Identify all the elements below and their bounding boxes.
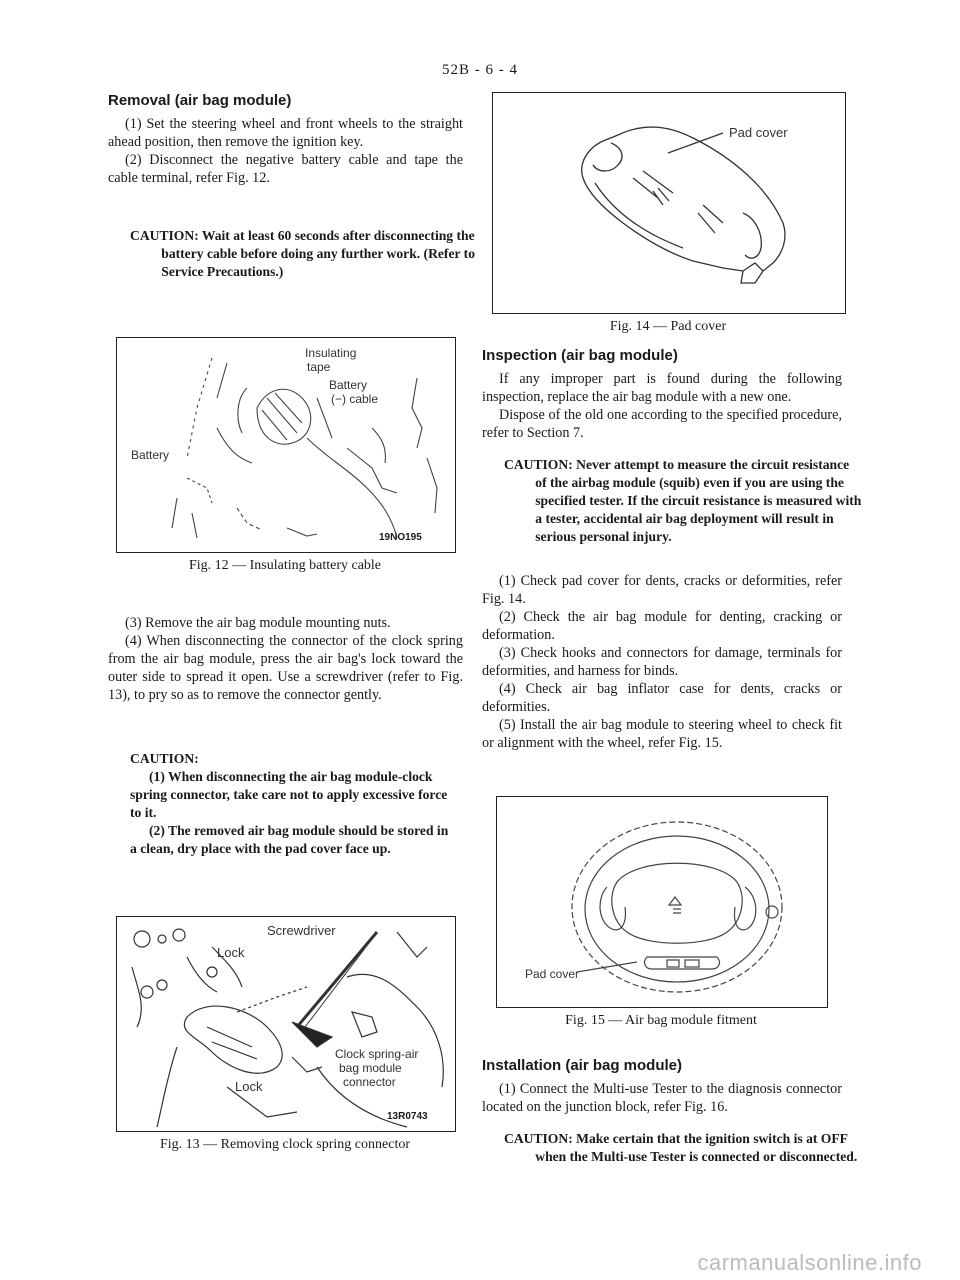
inspection-step-3: (3) Check hooks and connectors for damage, terminals for deformities, and harness for binds. <box>482 645 842 679</box>
caution-wait-60-seconds: CAUTION: Wait at least 60 seconds after disconnecting the battery cable before doing any further work. (Refer to Service Precautions.) <box>130 228 475 279</box>
inspection-intro-2: Dispose of the old one according to the specified procedure, refer to Section 7. <box>482 407 842 441</box>
caution2-title: CAUTION: <box>130 751 199 766</box>
inspection-step-2: (2) Check the air bag module for denting, cracking or deformation. <box>482 609 842 643</box>
label-lock-top: Lock <box>217 945 245 960</box>
label-connector: connector <box>343 1075 396 1089</box>
inspection-step-4: (4) Check air bag inflator case for dents, cracks or deformities. <box>482 681 842 715</box>
fig15-caption: Fig. 15 — Air bag module fitment <box>565 1013 757 1028</box>
removal-step-3: (3) Remove the air bag module mounting nuts. <box>125 615 391 631</box>
fig12-code: 19NO195 <box>379 532 422 543</box>
removal-step-1: (1) Set the steering wheel and front wheels to the straight ahead position, then remove the ignition key. <box>108 116 463 150</box>
label-screwdriver: Screwdriver <box>267 923 336 938</box>
label-clock-spring-air: Clock spring-air <box>335 1047 419 1061</box>
caution-clock-spring <box>130 750 450 858</box>
caution2-item-1: (1) When disconnecting the air bag module-clock spring connector, take care not to apply excessive force to it. <box>130 769 448 820</box>
right-column <box>482 92 862 1166</box>
fig15-label-pad-cover: Pad cover <box>525 967 580 981</box>
installation-step-1: (1) Connect the Multi-use Tester to the diagnosis connector located on the junction block, refer Fig. 16. <box>482 1081 842 1115</box>
installation-heading: Installation (air bag module) <box>482 1057 683 1074</box>
caution-ignition-off: CAUTION: Make certain that the ignition switch is at OFF when the Multi-use Tester is connected or disconnected. <box>504 1131 858 1164</box>
fig14-label-pad-cover: Pad cover <box>729 125 788 140</box>
left-column <box>108 92 475 1153</box>
label-negative-cable: (−) cable <box>331 392 379 406</box>
caution-circuit-resistance: CAUTION: Never attempt to measure the circuit resistance of the airbag module (squib) even if you are using the specified tester. If the circuit resistance is measured with a tester, accidental air bag deployment will result in serious personal injury. <box>504 457 862 544</box>
fig14-caption: Fig. 14 — Pad cover <box>609 319 727 334</box>
label-battery-cable: Battery <box>329 378 368 392</box>
fig12-caption: Fig. 12 — Insulating battery cable <box>188 558 382 573</box>
fig15-figure <box>496 796 828 1008</box>
watermark: carmanualsonline.info <box>697 1250 922 1275</box>
label-battery: Battery <box>131 448 170 462</box>
clock-spring-illustration <box>117 917 455 1131</box>
removal-heading: Removal (air bag module) <box>108 92 292 109</box>
label-lock-bottom: Lock <box>235 1079 263 1094</box>
removal-step-4: (4) When disconnecting the connector of the clock spring from the air bag module, press the air bag's lock toward the outer side to spread it open. Use a screwdriver (refer to Fig. 13), to pry so as to remove the connector gently. <box>108 633 463 703</box>
inspection-heading: Inspection (air bag module) <box>482 347 678 364</box>
fig13-figure <box>116 916 456 1132</box>
fig13-code: 13R0743 <box>387 1111 428 1122</box>
caution2-item-2: (2) The removed air bag module should be stored in a clean, dry place with the pad cover face up. <box>130 823 449 856</box>
inspection-intro-1: If any improper part is found during the following inspection, replace the air bag module with a new one. <box>482 371 842 405</box>
label-insulating: Insulating <box>305 346 357 360</box>
pad-cover-illustration <box>493 93 845 313</box>
fig14-figure <box>492 92 846 314</box>
inspection-step-5: (5) Install the air bag module to steering wheel to check fit or alignment with the wheel, refer Fig. 15. <box>482 717 842 751</box>
label-tape: tape <box>307 360 331 374</box>
inspection-step-1: (1) Check pad cover for dents, cracks or deformities, refer Fig. 14. <box>482 573 842 607</box>
fig13-caption: Fig. 13 — Removing clock spring connector <box>159 1137 411 1152</box>
label-bag-module: bag module <box>339 1061 402 1075</box>
battery-cable-illustration <box>117 338 455 552</box>
removal-step-2: (2) Disconnect the negative battery cable and tape the cable terminal, refer Fig. 12. <box>108 152 463 186</box>
fig12-figure <box>116 337 456 553</box>
page-number: 52B - 6 - 4 <box>442 62 518 78</box>
